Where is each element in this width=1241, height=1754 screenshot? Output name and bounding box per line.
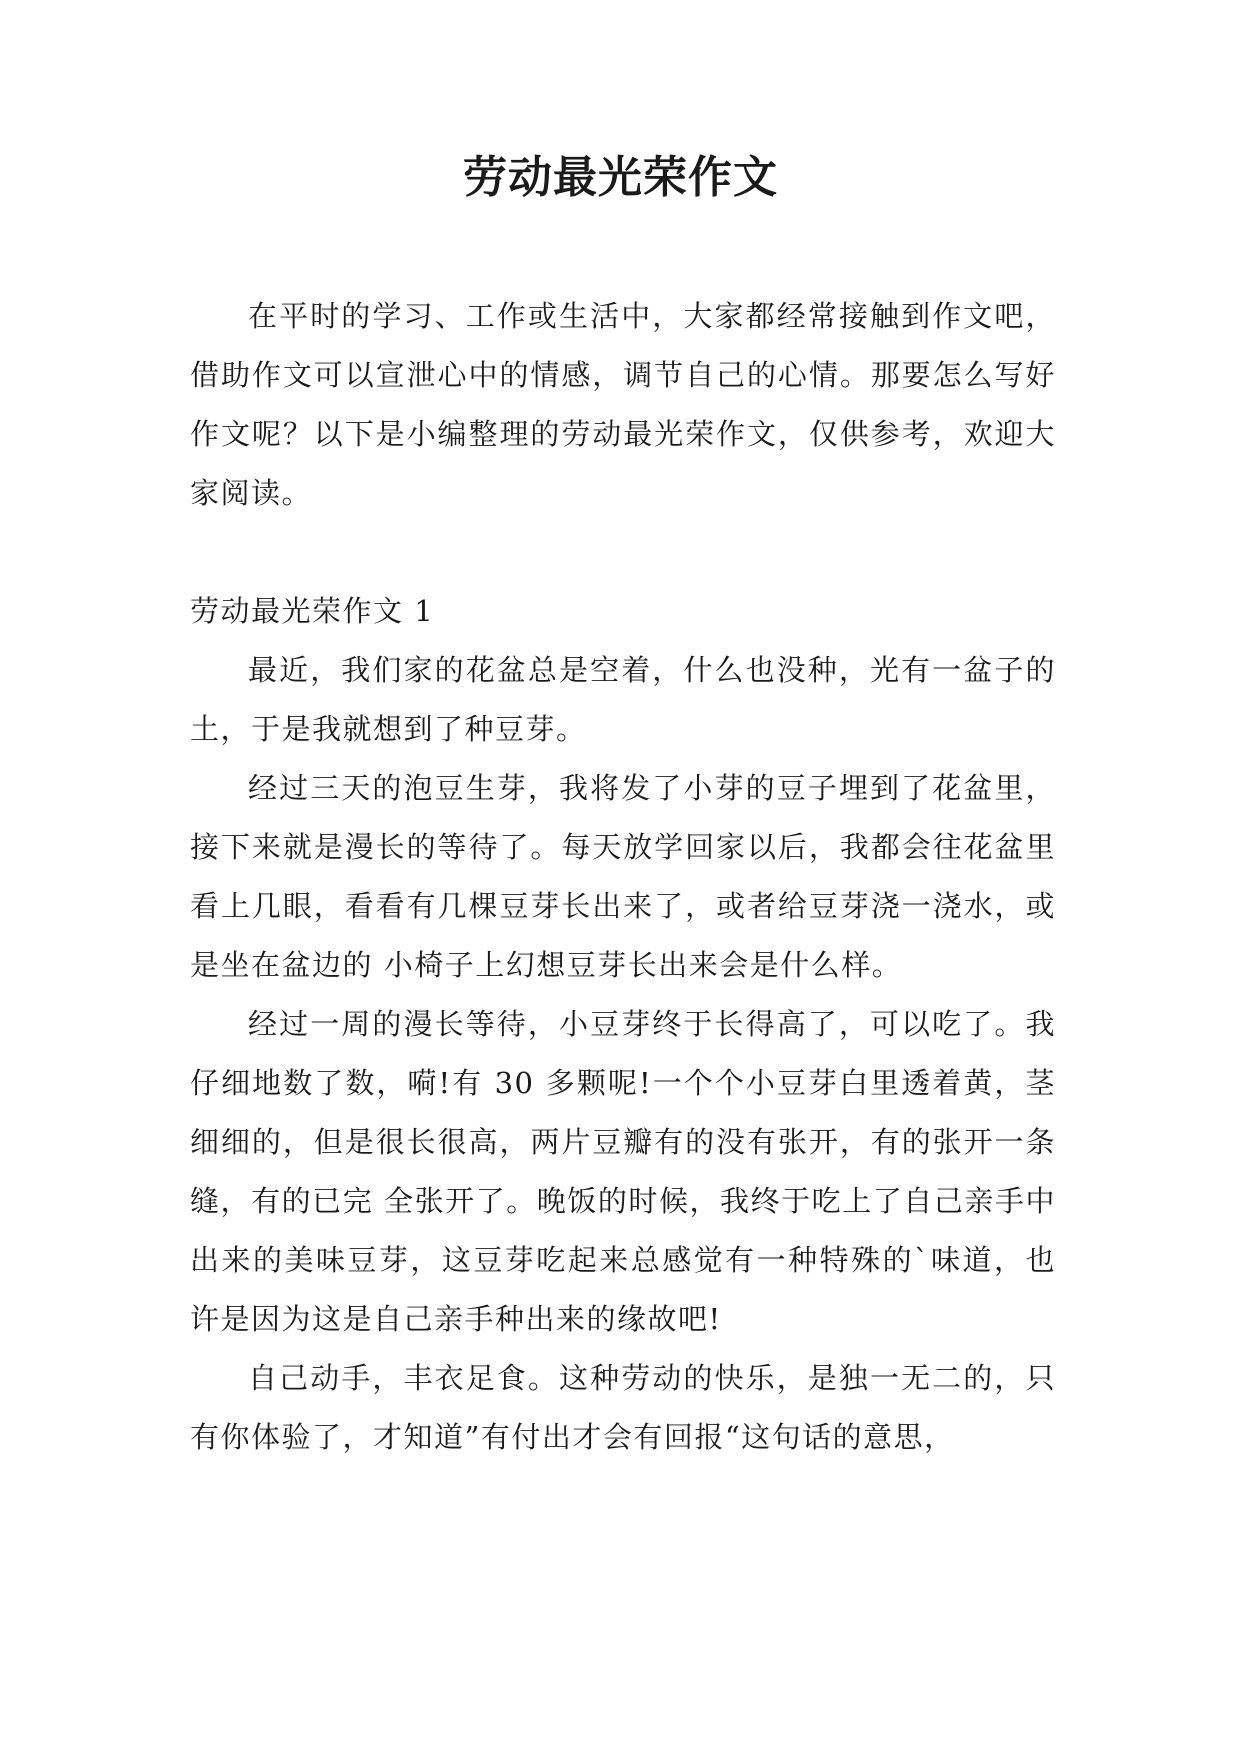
document-title: 劳动最光荣作文 <box>463 152 778 203</box>
body-paragraph: 经过一周的漫长等待，小豆芽终于长得高了，可以吃了。我仔细地数了数，嗬!有 30 多颗呢!一个个小豆芽白里透着黄，茎细细的，但是很长很高，两片豆瓣有的没有张开，有的张开一条缝，有的已完 全张开了。晚饭的时候，我终于吃上了自己亲手中出来的美味豆芽，这豆芽吃起来总感觉有一种特殊的`味道，也许是因为这是自己亲手种出来的缘故吧! <box>190 1007 1056 1336</box>
body-paragraph: 自己动手，丰衣足食。这种劳动的快乐，是独一无二的，只有你体验了，才知道”有付出才会有回报“这句话的意思， <box>190 1361 1056 1454</box>
document-body <box>190 287 1056 1467</box>
intro-paragraph: 在平时的学习、工作或生活中，大家都经常接触到作文吧，借助作文可以宣泄心中的情感，调节自己的心情。那要怎么写好作文呢？以下是小编整理的劳动最光荣作文，仅供参考，欢迎大家阅读。 <box>190 299 1056 510</box>
body-paragraph: 最近，我们家的花盆总是空着，什么也没种，光有一盆子的土，于是我就想到了种豆芽。 <box>190 653 1056 746</box>
body-paragraph: 经过三天的泡豆生芽，我将发了小芽的豆子埋到了花盆里，接下来就是漫长的等待了。每天放学回家以后，我都会往花盆里看上几眼，看看有几棵豆芽长出来了，或者给豆芽浇一浇水，或是坐在盆边的 小椅子上幻想豆芽长出来会是什么样。 <box>190 771 1056 982</box>
section-heading: 劳动最光荣作文 1 <box>190 594 435 628</box>
